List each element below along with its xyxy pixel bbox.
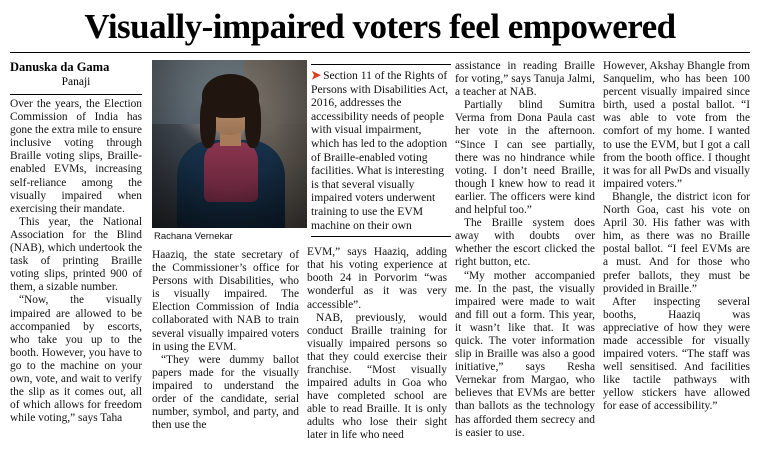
paragraph: “My mother accompanied me. In the past, the visually impaired were made to wait and fill out a form. This year, it wasn’t like that. It was quick. The voter information slip in Braille was also a good initiative,” says Resha Vernekar from Margao, who believes that EVMs are better than ballots as the technology has afforded them secrecy and is easier to use. [455, 269, 595, 439]
photo-caption: Rachana Vernekar [154, 231, 233, 242]
paragraph: EVM,” says Haaziq, adding that his voting experience at booth 24 in Porvorim “was wonderful as it was very accessible”. [307, 246, 447, 311]
column-5 [603, 60, 750, 414]
paragraph: The Braille system does away with doubts over whether the escort clicked the right button, etc. [455, 217, 595, 269]
paragraph: Haaziq, the state secretary of the Commissioner’s office for Persons with Disabilities, who is visually impaired. The Election Commission of India collaborated with NAB to train several visually impaired voters in using the EVM. [152, 249, 299, 353]
column-1 [10, 60, 152, 425]
paragraph: Partially blind Sumitra Verma from Dona Paula cast her vote in the afternoon. “Since I can see partially, there was no hindrance while voting. I don’t need Braille, though I knew how to read it earlier. The officers were kind and helpful too.” [455, 99, 595, 217]
column-3 [307, 60, 455, 443]
paragraph: Bhangle, the district icon for North Goa, cast his vote on April 30. His father was with him, as there was no Braille postal ballot. “I feel EVMs are a must. And for those who prefer ballots, they must be provided in Braille.” [603, 190, 750, 295]
pullquote-divider-bottom [311, 236, 451, 237]
paragraph: This year, the National Association for the Blind (NAB), which undertook the task of printing Braille voting slips, printed 900 of them, a sizable number. [10, 215, 142, 294]
paragraph: NAB, previously, would conduct Braille training for visually impaired persons so that they could exercise their franchise. “Most visually impaired adults in Goa who have completed school are able to read Braille. It is only adults who lose their sight later in life who need [307, 311, 447, 442]
paragraph: “Now, the visually impaired are allowed to be accompanied by escorts, who take you up to the booth. However, you have to go to the machine on your own, vote, and wait to verify the slip as it comes out, all of which allows for freedom while voting,” says Taha [10, 294, 142, 425]
pullquote-content [311, 69, 451, 232]
paragraph: Over the years, the Election Commission of India has gone the extra mile to ensure inclusive voting through Braille voting slips, Braille-enabled EVMs, increasing self-reliance among the visually impaired when exercising their mandate. [10, 98, 142, 215]
paragraph: After inspecting several booths, Haaziq was appreciative of how they were made accessible for visually impaired voters. “The staff was well sensitised. And facilities like tactile pathways with yellow stickers have allowed for ease of accessibility.” [603, 295, 750, 413]
pullquote-box [307, 60, 455, 241]
byline-author: Danuska da Gama [10, 60, 110, 74]
article-photo [152, 60, 307, 228]
arrow-icon: ➤ [311, 68, 322, 82]
pullquote-text: Section 11 of the Rights of Persons with Disabilities Act, 2016, addresses the accessibility needs of people with visual impairment, which has led to the adoption of Braille-enabled voting facilities. What is interesting is that several visually impaired voters underwent training to use the EVM machine on their own [311, 69, 449, 232]
column-2 [152, 60, 307, 432]
paragraph: However, Akshay Bhangle from Sanquelim, who has been 100 percent visually impaired since birth, used a postal ballot. “I was able to vote from the comfort of my home. I wanted to use the EVM, but I got a call from the booth office. I thought it was for all PwDs and visually impaired voters.” [603, 60, 750, 190]
headline-divider [10, 52, 750, 53]
paragraph: assistance in reading Braille for voting,” says Tanuja Jalmi, a teacher at NAB. [455, 60, 595, 99]
paragraph: “They were dummy ballot papers made for the visually impaired to understand the order of the candidate, serial number, symbol, and party, and then use the [152, 353, 299, 432]
byline-divider [10, 94, 142, 95]
photo-vignette [152, 60, 307, 228]
article-photo-figure [152, 60, 307, 243]
byline-location: Panaji [61, 76, 91, 88]
pullquote-divider-top [311, 64, 451, 65]
article-body [10, 60, 750, 443]
page-title: Visually-impaired voters feel empowered [84, 7, 676, 46]
column-4 [455, 60, 603, 440]
